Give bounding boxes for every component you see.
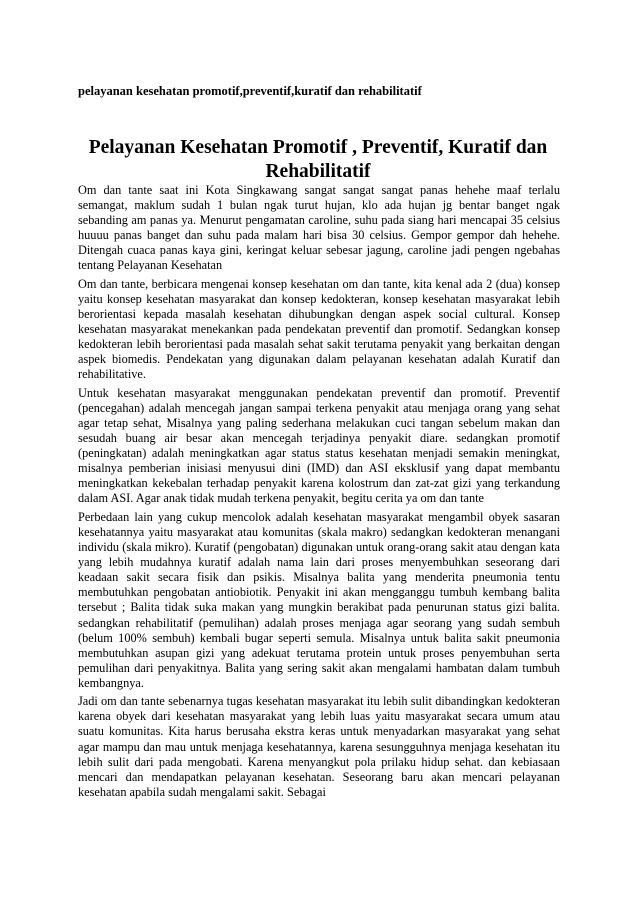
page-header: pelayanan kesehatan promotif,preventif,kuratif dan rehabilitatif <box>78 84 422 98</box>
paragraph-preventif-promotif: Untuk kesehatan masyarakat menggunakan pendekatan preventif dan promotif. Preventif (pencegahan) adalah mencegah jangan sampai terkena penyakit atau menjaga orang yang sehat agar tetap sehat, Misalnya yang paling sederhana melakukan cuci tangan sebelum makan dan sesudah buang air besar akan mencegah terjadinya penyakit diare. sedangkan promotif (peningkatan) adalah meningkatkan agar status status kesehatan menjadi semakin meningkat, misalnya pemberian inisiasi menyusui dini (IMD) dan ASI eksklusif yang dapat membantu meningkatkan kekebalan terhadap penyakit karena kolostrum dan zat-zat gizi yang terkandung dalam ASI. Agar anak tidak mudah terkena penyakit, begitu cerita ya om dan tante <box>78 385 560 506</box>
paragraph-konsep: Om dan tante, berbicara mengenai konsep kesehatan om dan tante, kita kenal ada 2 (dua) konsep yaitu konsep kesehatan masyarakat dan konsep kedokteran, konsep kesehatan masyarakat lebih berorientasi kepada masalah kesehatan dihubungkan dengan aspek social cultural. Konsep kesehatan masyarakat menekankan pada pendekatan preventif dan promotif. Sedangkan konsep kedokteran lebih berorientasi pada masalah sehat sakit terutama penyakit yang berkaitan dengan aspek biomedis. Pendekatan yang digunakan dalam pelayanan kesehatan adalah Kuratif dan rehabilitative. <box>78 276 560 382</box>
paragraph-kuratif-rehabilitatif: Perbedaan lain yang cukup mencolok adalah kesehatan masyarakat mengambil obyek sasaran kesehatannya yaitu masyarakat atau komunitas (skala makro) sedangkan kedokteran menangani individu (skala mikro). Kuratif (pengobatan) digunakan untuk orang-orang sakit atau dengan kata yang lebih mudahnya kuratif adalah nama lain dari proses menyembuhkan seseorang dari keadaan sakit secara fisik dan psikis. Misalnya balita yang menderita pneumonia tentu membutuhkan pengobatan antiobiotik. Penyakit ini akan mengganggu tumbuh kembang balita tersebut ; Balita tidak suka makan yang mungkin berakibat pada penurunan status gizi balita. sedangkan rehabilitatif (pemulihan) adalah proses menjaga agar seorang yang sudah sembuh (belum 100% sembuh) kembali bugar seperti semula. Misalnya untuk balita sakit pneumonia membutuhkan asupan gizi yang adekuat terutama protein untuk proses penyembuhan serta pemulihan dari penyakitnya. Balita yang sering sakit akan mengalami hambatan dalam tumbuh kembangnya. <box>78 509 560 690</box>
document-title: Pelayanan Kesehatan Promotif , Preventif, Kuratif dan Rehabilitatif <box>88 137 548 182</box>
document-body <box>78 183 560 803</box>
paragraph-kesimpulan: Jadi om dan tante sebenarnya tugas kesehatan masyarakat itu lebih sulit dibandingkan kedokteran karena obyek dari kesehatan masyarakat yang lebih luas yaitu masyarakat secara umum atau suatu komunitas. Kita harus berusaha ekstra keras untuk menyadarkan masyarakat yang sehat agar mampu dan mau untuk menjaga kesehatannya, karena sesungguhnya menjaga kesehatan itu lebih sulit dari pada mengobati. Karena menyangkut pola prilaku hidup sehat. dan kebiasaan mencari dan mendapatkan pelayanan kesehatan. Seseorang baru akan mencari pelayanan kesehatan apabila sudah mengalami sakit. Sebagai <box>78 694 560 799</box>
paragraph-intro: Om dan tante saat ini Kota Singkawang sangat sangat sangat panas hehehe maaf terlalu semangat, maklum sudah 1 bulan ngak turut hujan, klo ada hujan jg bentar banget ngak sebanding am panas ya. Menurut pengamatan caroline, suhu pada siang hari mencapai 35 celsius huuuu panas banget dan suhu pada malam hari bisa 30 celsius. Gempor gempor dah hehehe. Ditengah cuaca panas kaya gini, keringat keluar sebesar jagung, caroline jadi pengen ngebahas tentang Pelayanan Kesehatan <box>78 183 560 273</box>
